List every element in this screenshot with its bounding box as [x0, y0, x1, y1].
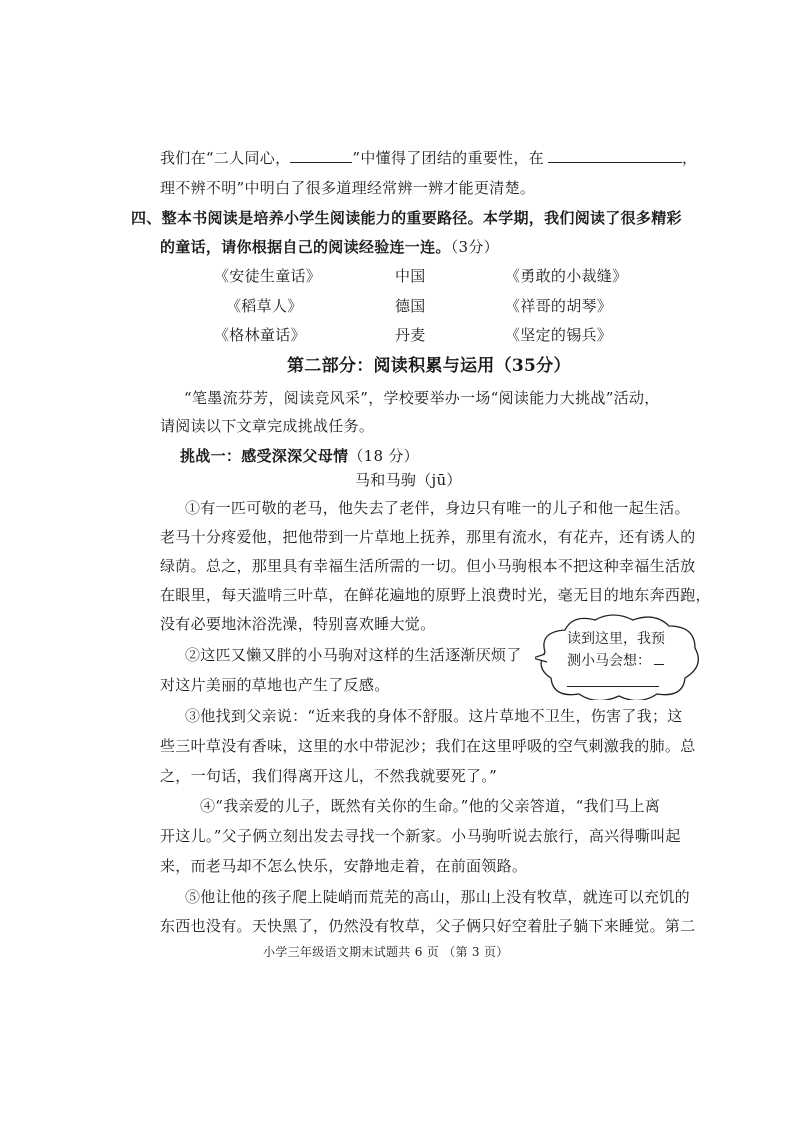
story-paragraph-4: ④“我亲爱的儿子，既然有关你的生命。”他的父亲答道，“我们马上离 [200, 797, 661, 815]
answer-blank-2[interactable] [548, 148, 682, 163]
prediction-thought-bubble [535, 612, 703, 700]
story-paragraph-3: ③他找到父亲说：“近来我的身体不舒服。这片草地不卫生，伤害了我；这 [185, 707, 683, 725]
country-item[interactable]: 德国 [395, 297, 426, 315]
bubble-answer-blank-b[interactable] [567, 672, 659, 687]
story-paragraph-1: 在眼里，每天滥啃三叶草，在鲜花遍地的原野上浪费时光，毫无目的地东奔西跑， [160, 586, 711, 604]
book-item[interactable]: 《稻草人》 [226, 297, 303, 315]
part-2-intro: “笔墨流芬芳，阅读竞风采”，学校要举办一场“阅读能力大挑战”活动， [184, 389, 660, 407]
country-item[interactable]: 中国 [395, 267, 426, 285]
story-title: 马和马驹（jū） [355, 471, 462, 489]
bubble-answer-blank-a[interactable] [654, 650, 664, 665]
book-item[interactable]: 《安徒生童话》 [214, 267, 322, 285]
part-2-title: 第二部分：阅读积累与运用（35分） [287, 356, 571, 376]
part-2-intro-cont: 请阅读以下文章完成挑战任务。 [160, 417, 375, 435]
fill-in-sentence-cont: 理不辨不明”中明白了很多道理经常辨一辨才能更清楚。 [160, 179, 536, 197]
story-paragraph-2: ②这匹又懒又胖的小马驹对这样的生活逐渐厌烦了 [185, 646, 522, 664]
book-item[interactable]: 《格林童话》 [214, 326, 306, 344]
story-paragraph-5: 东西也没有。天快黑了，仍然没有牧草，父子俩只好空着肚子躺下来睡觉。第二 [160, 917, 696, 935]
bubble-text-line1: 读到这里，我预 [567, 631, 665, 647]
fill-in-sentence: 我们在“二人同心， ”中懂得了团结的重要性，在 ， [160, 149, 698, 167]
question-4-stem: 四、整本书阅读是培养小学生阅读能力的重要路径。本学期，我们阅读了很多精彩 [131, 209, 682, 227]
story-paragraph-4: 开这儿。”父子俩立刻出发去寻找一个新家。小马驹听说去旅行，高兴得嘶叫起 [160, 827, 681, 845]
story-paragraph-2: 对这片美丽的草地也产生了反感。 [160, 676, 390, 694]
challenge-1-title: 挑战一：感受深深父母情（18 分） [180, 447, 419, 465]
story-paragraph-1: 绿荫。总之，那里具有幸福生活所需的一切。但小马驹根本不把这种幸福生活放 [160, 557, 696, 575]
story-paragraph-1: 没有必要地沐浴洗澡，特别喜欢睡大觉。 [160, 615, 436, 633]
story-paragraph-3: 之，一句话，我们得离开这儿，不然我就要死了。” [160, 767, 498, 785]
story-paragraph-4: 来，而老马却不怎么快乐，安静地走着，在前面领路。 [160, 857, 528, 875]
page-footer: 小学三年级语文期末试题共 6 页 （第 3 页） [263, 945, 509, 959]
story-item[interactable]: 《坚定的锡兵》 [505, 326, 613, 344]
story-item[interactable]: 《勇敢的小裁缝》 [505, 267, 628, 285]
story-paragraph-5: ⑤他让他的孩子爬上陡峭而荒芜的高山，那山上没有牧草，就连可以充饥的 [185, 888, 690, 906]
bubble-text-line2: 测小马会想： [567, 650, 664, 670]
country-item[interactable]: 丹麦 [395, 326, 426, 344]
story-paragraph-1: 老马十分疼爱他，把他带到一片草地上抚养，那里有流水，有花卉，还有诱人的 [160, 528, 696, 546]
answer-blank-1[interactable] [290, 148, 352, 163]
story-paragraph-3: 些三叶草没有香味，这里的水中带泥沙；我们在这里呼吸的空气刺激我的肺。总 [160, 737, 696, 755]
story-item[interactable]: 《祥哥的胡琴》 [505, 297, 613, 315]
question-4-stem-cont: 的童话，请你根据自己的阅读经验连一连。（3分） [160, 238, 499, 256]
story-paragraph-1: ①有一匹可敬的老马，他失去了老伴，身边只有唯一的儿子和他一起生活。 [185, 499, 690, 517]
